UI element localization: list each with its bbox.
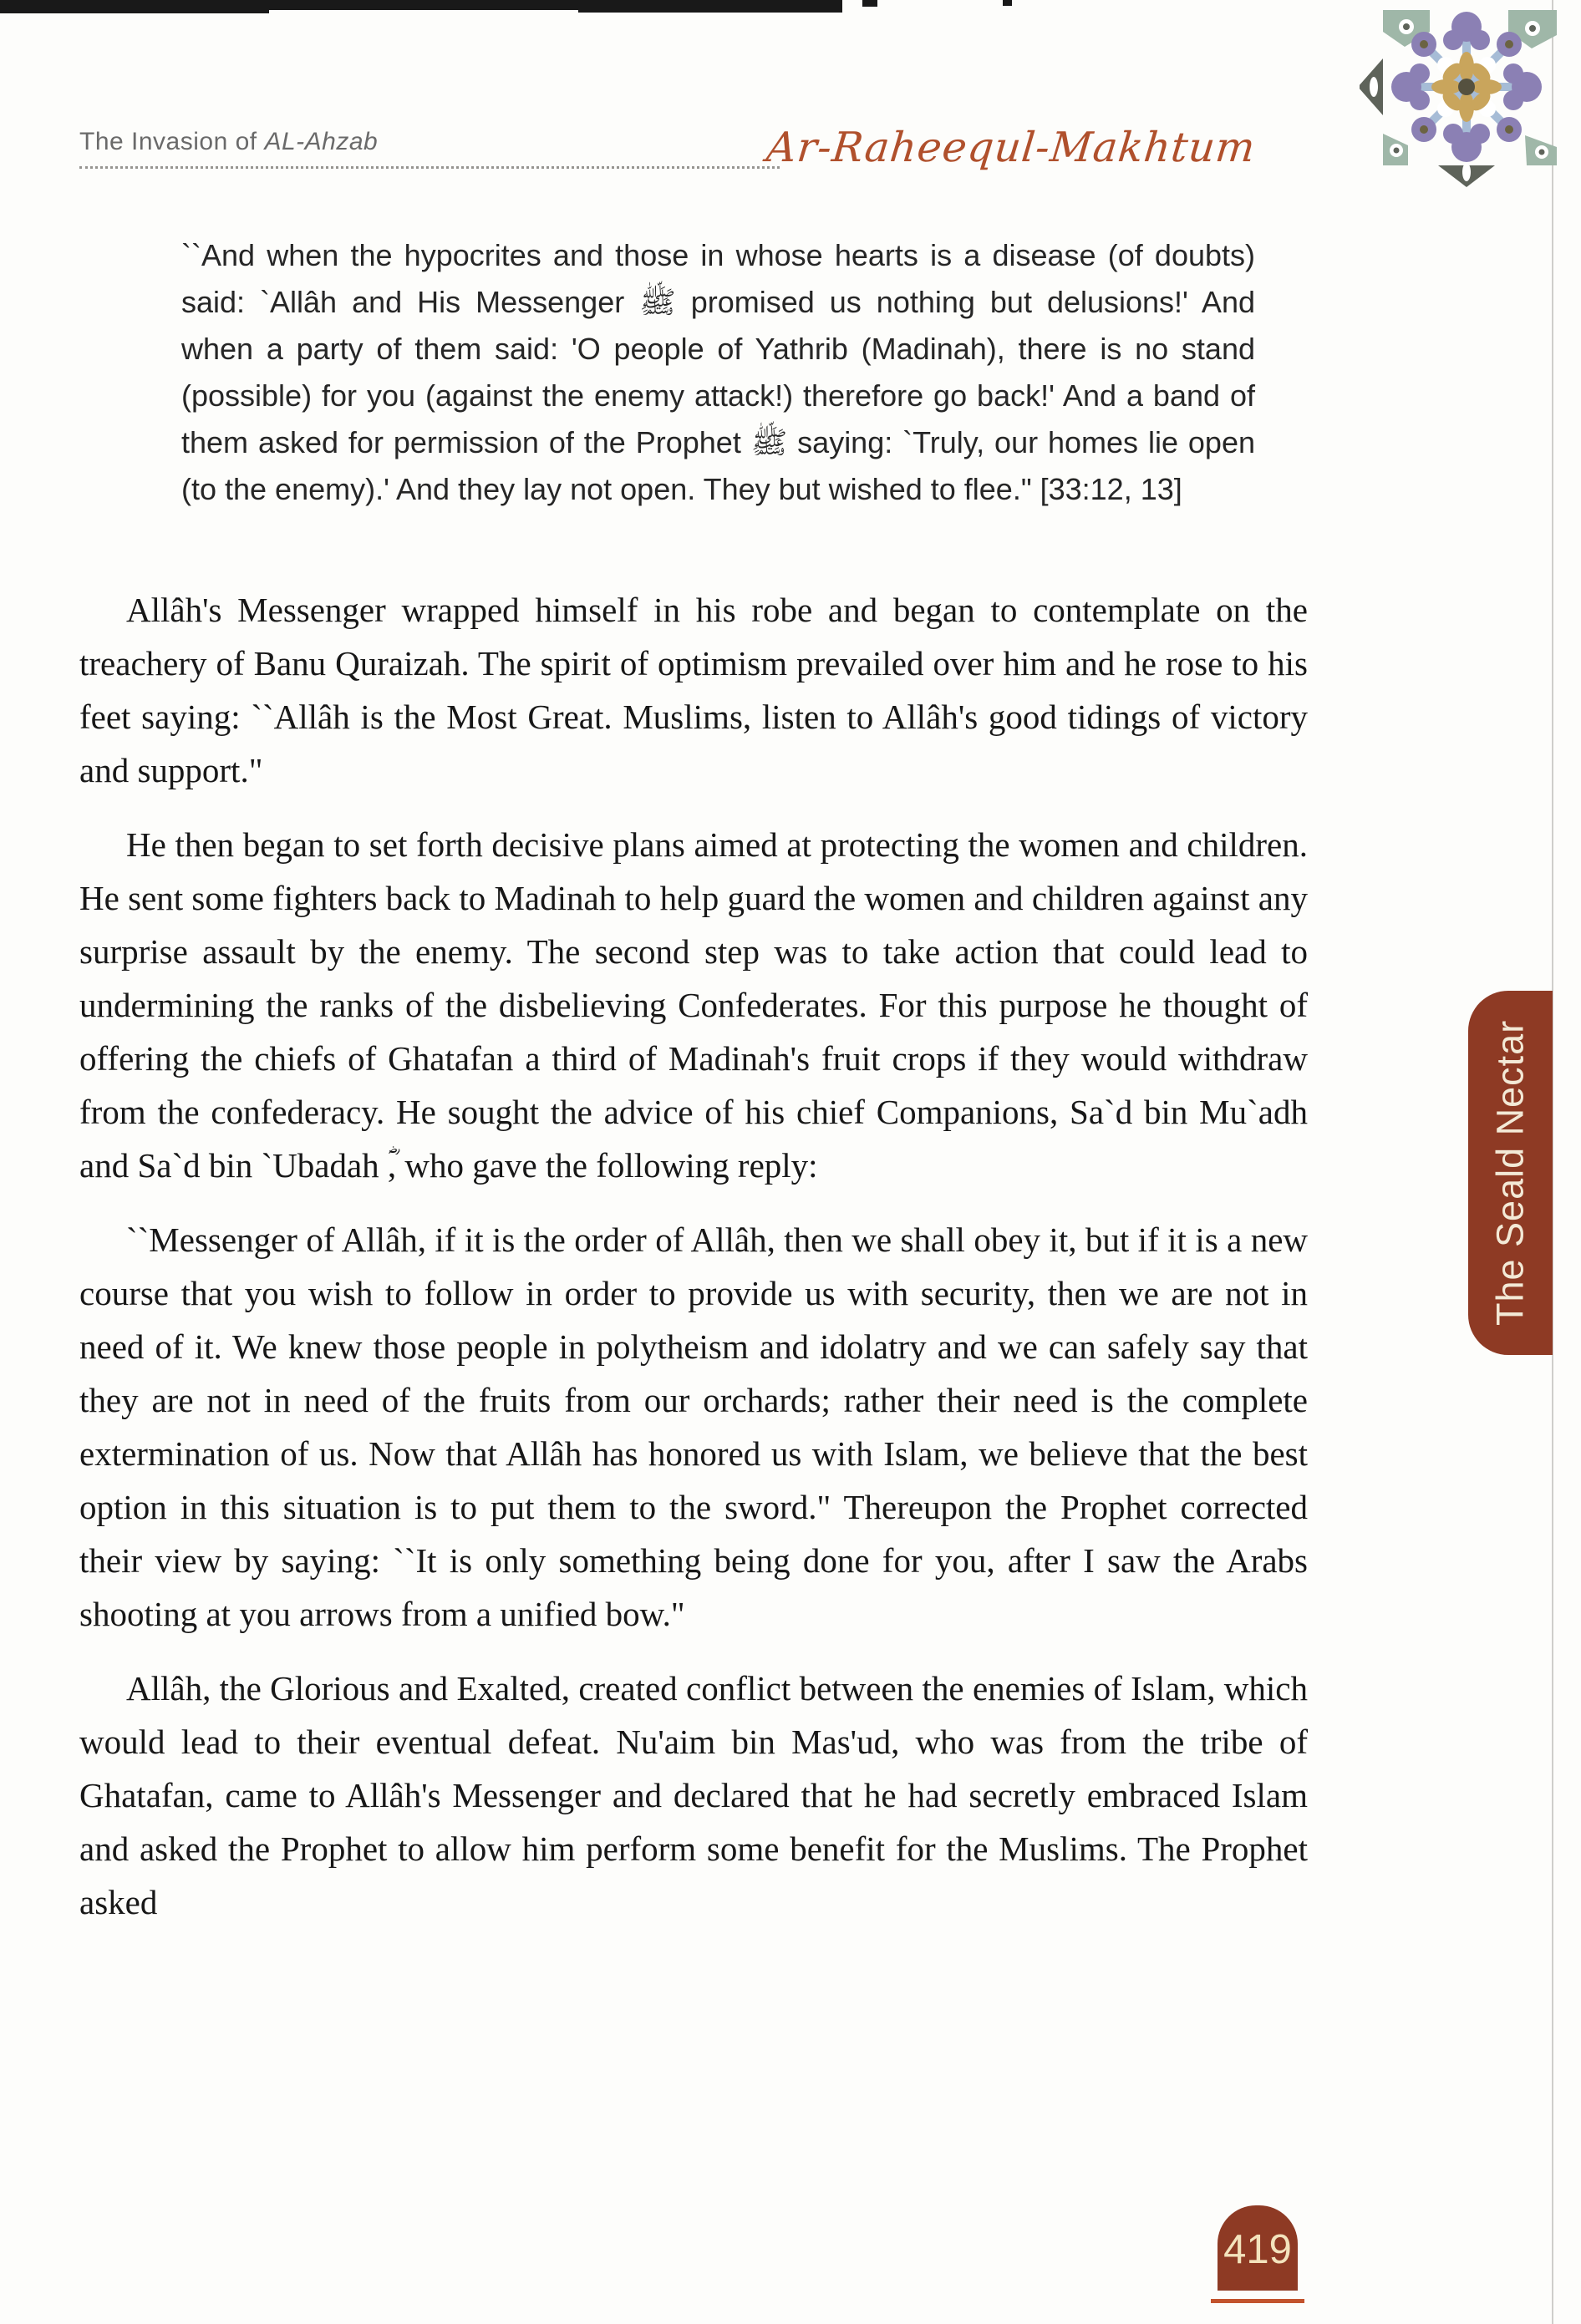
islamic-ornament-icon — [1360, 10, 1558, 187]
scan-artifact-top-edge — [1003, 0, 1012, 6]
page-number-box — [1218, 2205, 1298, 2291]
paragraph: He then began to set forth decisive plans aimed at protecting the women and children. He sent some fighters back to Madinah to help guard the women and children against any surprise assault by the enemy. The second step was to take action that could lead to undermining the ranks of the disbelieving Confederates. For this purpose he thought of offering the chiefs of Ghatafan a third of Madinah's fruit crops if they would withdraw from the confederacy. He sought the advice of his chief Companions, Sa`d bin Mu`adh and Sa`d bin `Ubadah ؓ, who gave the following reply: — [79, 825, 1308, 1185]
paragraph: ``Messenger of Allâh, if it is the order of Allâh, then we shall obey it, but if it is a new course that you wish to follow in order to provide us with security, then we are not in need of it. We knew those people in polytheism and idolatry and we can safely say that they are not in need of the fruits from our orchards; rather their need is the complete extermination of us. Now that Allâh has honored us with Islam, we believe that the best option in this situation is to put them to the sword." Thereupon the Prophet corrected their view by saying: ``It is only something being done for you, after I saw the Arabs shooting at you arrows from a unified bow." — [79, 1220, 1308, 1633]
book-title-calligraphy: Ar-Raheequl-Makhtum — [764, 124, 1258, 171]
side-tab-label: The Seald Nectar — [1488, 1019, 1532, 1327]
header-dotted-rule — [79, 166, 780, 169]
section-title-emphasis: AL-Ahzab — [264, 128, 379, 155]
header-section-title — [79, 128, 378, 156]
scan-artifact-top-edge — [0, 0, 269, 13]
page-number-underline — [1211, 2299, 1304, 2303]
paragraph: Allâh, the Glorious and Exalted, created conflict between the enemies of Islam, which would lead to their eventual defeat. Nu'aim bin Mas'ud, who was from the tribe of Ghatafan, came to Allâh's Messenger and declared that he had secretly embraced Islam and asked the Prophet to allow him perform some benefit for the Muslims. The Prophet asked — [79, 1669, 1308, 1921]
scan-artifact-top-edge — [266, 0, 582, 10]
quran-quote-block: ``And when the hypocrites and those in whose hearts is a disease (of doubts) said: `Allâh and His Messenger ﷺ promised us nothing but delusions!' And when a party of them said: 'O people of Yathrib (Madinah), there is no stand (possible) for you (against the enemy attack!) therefore go back!' And a band of them asked for permission of the Prophet ﷺ saying: `Truly, our homes lie open (to the enemy).' And they lay not open. They but wished to flee." [33:12, 13] — [181, 238, 1255, 506]
scan-artifact-top-edge — [862, 0, 877, 7]
page-number: 419 — [1223, 2227, 1292, 2272]
paragraph: Allâh's Messenger wrapped himself in his robe and began to contemplate on the treachery of Banu Quraizah. The spirit of optimism prevailed over him and he rose to his feet saying: ``Allâh is the Most Great. Muslims, listen to Allâh's good tidings of victory and support." — [79, 591, 1308, 789]
section-title-prefix: The Invasion of — [79, 128, 265, 155]
scan-artifact-top-edge — [578, 0, 842, 13]
side-tab-book-title — [1468, 991, 1553, 1355]
body-text — [79, 583, 1308, 1950]
